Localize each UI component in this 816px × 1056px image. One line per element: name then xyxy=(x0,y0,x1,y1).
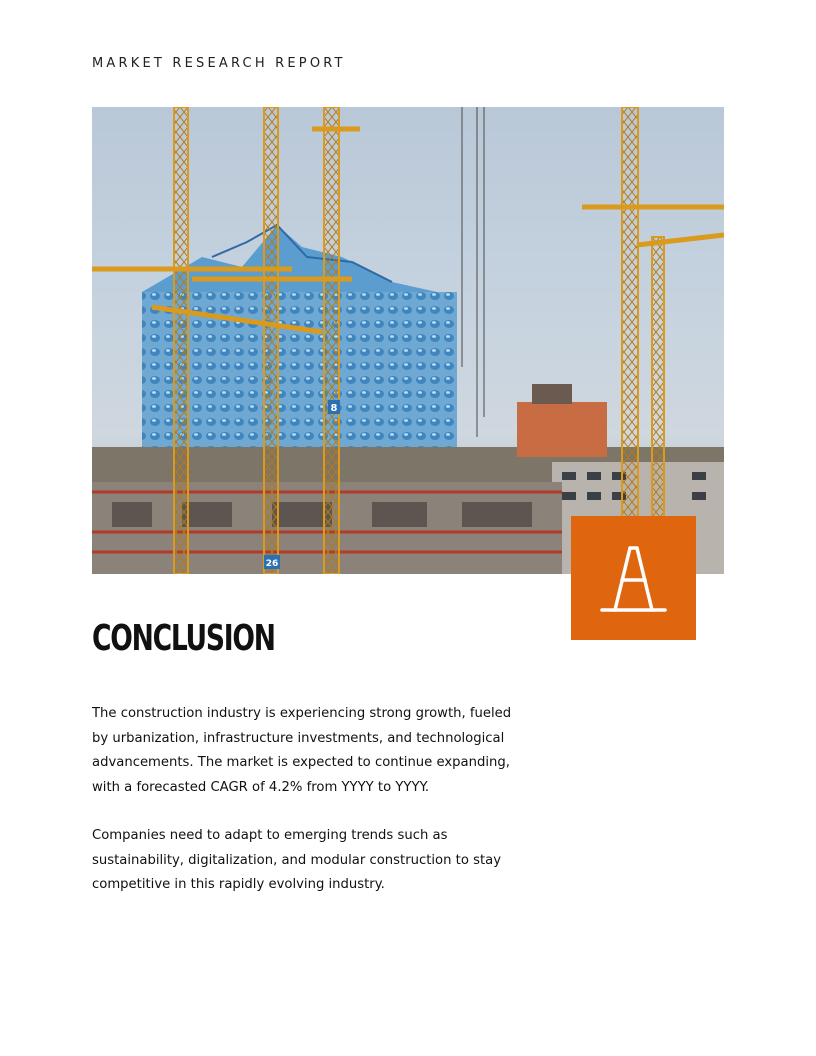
hero-image xyxy=(92,107,724,574)
crane-number-8: 8 xyxy=(330,403,338,414)
brand-logo xyxy=(571,516,696,640)
conclusion-paragraph-1: The construction industry is experiencing strong growth, fueled by urbanization, infrastructure investments, and technological advancements. The market is expected to continue expanding, with a forecasted CAGR of 4.2% from YYYY to YYYY. xyxy=(92,706,512,795)
section-title: CONCLUSION xyxy=(92,618,275,659)
conclusion-paragraph-2: Companies need to adapt to emerging trends such as sustainability, digitalization, and modular construction to stay competitive in this rapidly evolving industry. xyxy=(92,828,502,893)
traffic-cone-icon xyxy=(571,516,696,640)
report-eyebrow: MARKET RESEARCH REPORT xyxy=(92,56,346,71)
crane-number-26: 26 xyxy=(265,559,279,569)
